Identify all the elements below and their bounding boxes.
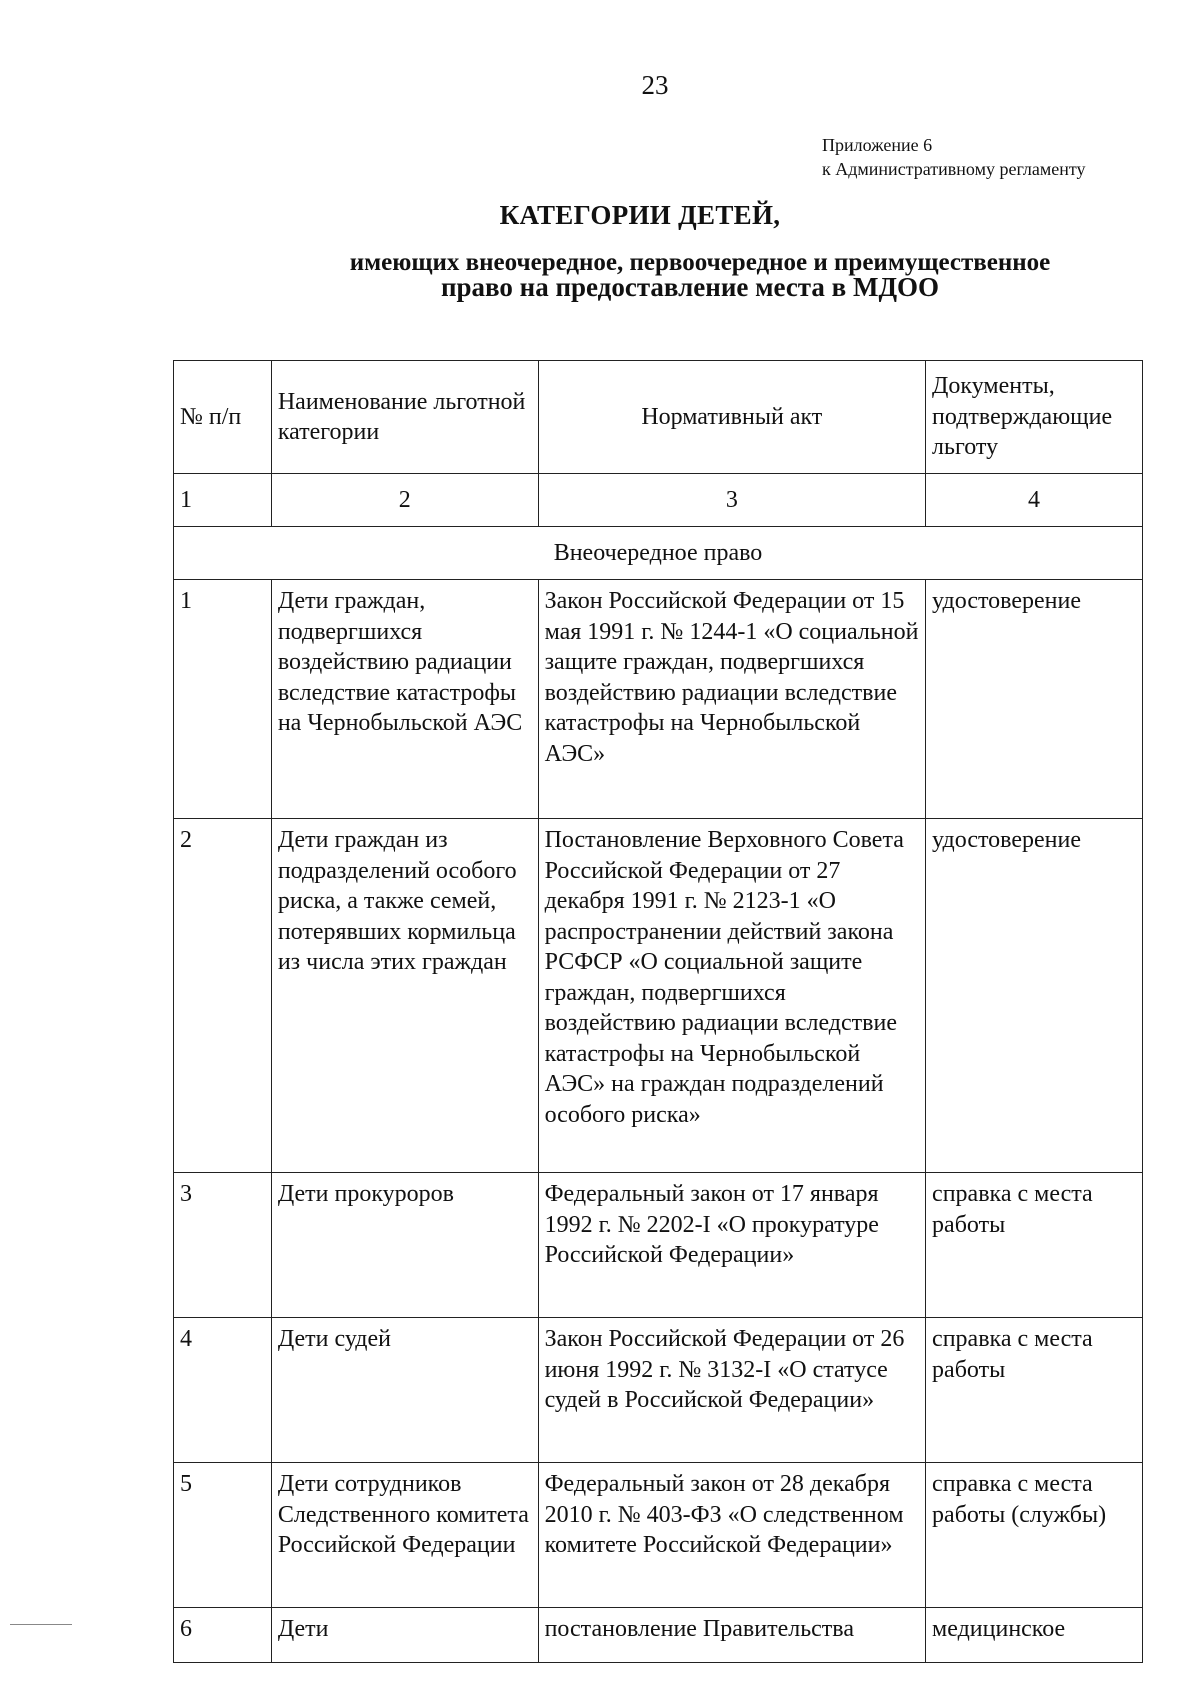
row-number: 5 <box>174 1463 272 1608</box>
row-category: Дети <box>271 1608 538 1663</box>
row-number: 1 <box>174 580 272 819</box>
table-row <box>174 1463 1143 1608</box>
subtitle-line-2: право на предоставление места в МДОО <box>440 272 940 302</box>
row-documents: справка с места работы <box>926 1318 1143 1463</box>
header-act: Нормативный акт <box>538 361 925 474</box>
row-act: Постановление Верховного Совета Российской Федерации от 27 декабря 1991 г. № 2123-1 «О распространении действий закона РСФСР «О социальной защите граждан, подвергшихся воздействию радиации вследствие катастрофы на Чернобыльской АЭС» на граждан подразделений особого риска» <box>538 819 925 1173</box>
section-row <box>174 527 1143 580</box>
row-number: 3 <box>174 1173 272 1318</box>
row-category: Дети прокуроров <box>271 1173 538 1318</box>
row-documents: справка с места работы (службы) <box>926 1463 1143 1608</box>
row-documents: медицинское <box>926 1608 1143 1663</box>
appendix-note <box>822 133 1086 181</box>
table-row <box>174 819 1143 1173</box>
column-number: 3 <box>538 474 925 527</box>
section-title: Внеочередное право <box>174 527 1143 580</box>
table-row <box>174 580 1143 819</box>
table-row <box>174 1173 1143 1318</box>
row-category: Дети граждан из подразделений особого риска, а также семей, потерявших кормильца из числа этих граждан <box>271 819 538 1173</box>
row-category: Дети сотрудников Следственного комитета Российской Федерации <box>271 1463 538 1608</box>
header-category: Наименование льготной категории <box>271 361 538 474</box>
table-row <box>174 1318 1143 1463</box>
categories-table <box>173 360 1143 1663</box>
header-number: № п/п <box>174 361 272 474</box>
page-number: 23 <box>641 70 669 100</box>
subtitle-line-1: имеющих внеочередное, первоочередное и преимущественное <box>349 249 1051 276</box>
column-number: 4 <box>926 474 1143 527</box>
column-number-row <box>174 474 1143 527</box>
row-documents: удостоверение <box>926 819 1143 1173</box>
row-documents: справка с места работы <box>926 1173 1143 1318</box>
row-act: Закон Российской Федерации от 15 мая 1991 г. № 1244-1 «О социальной защите граждан, подвергшихся воздействию радиации вследствие катастрофы на Чернобыльской АЭС» <box>538 580 925 819</box>
appendix-line-1: Приложение 6 <box>822 135 933 155</box>
row-category: Дети судей <box>271 1318 538 1463</box>
row-number: 4 <box>174 1318 272 1463</box>
margin-mark <box>10 1624 72 1625</box>
appendix-line-2: к Административному регламенту <box>822 159 1086 179</box>
table-row <box>174 1608 1143 1663</box>
table-header-row <box>174 361 1143 474</box>
row-number: 2 <box>174 819 272 1173</box>
column-number: 2 <box>271 474 538 527</box>
row-act: Федеральный закон от 17 января 1992 г. № 2202-I «О прокуратуре Российской Федерации» <box>538 1173 925 1318</box>
document-subtitle <box>250 250 1150 300</box>
column-number: 1 <box>174 474 272 527</box>
header-documents: Документы, подтверждающие льготу <box>926 361 1143 474</box>
document-title: КАТЕГОРИИ ДЕТЕЙ, <box>499 200 781 230</box>
row-act: постановление Правительства <box>538 1608 925 1663</box>
row-act: Закон Российской Федерации от 26 июня 1992 г. № 3132-I «О статусе судей в Российской Федерации» <box>538 1318 925 1463</box>
row-act: Федеральный закон от 28 декабря 2010 г. № 403-ФЗ «О следственном комитете Российской Федерации» <box>538 1463 925 1608</box>
row-category: Дети граждан, подвергшихся воздействию радиации вследствие катастрофы на Чернобыльской АЭС <box>271 580 538 819</box>
row-number: 6 <box>174 1608 272 1663</box>
row-documents: удостоверение <box>926 580 1143 819</box>
